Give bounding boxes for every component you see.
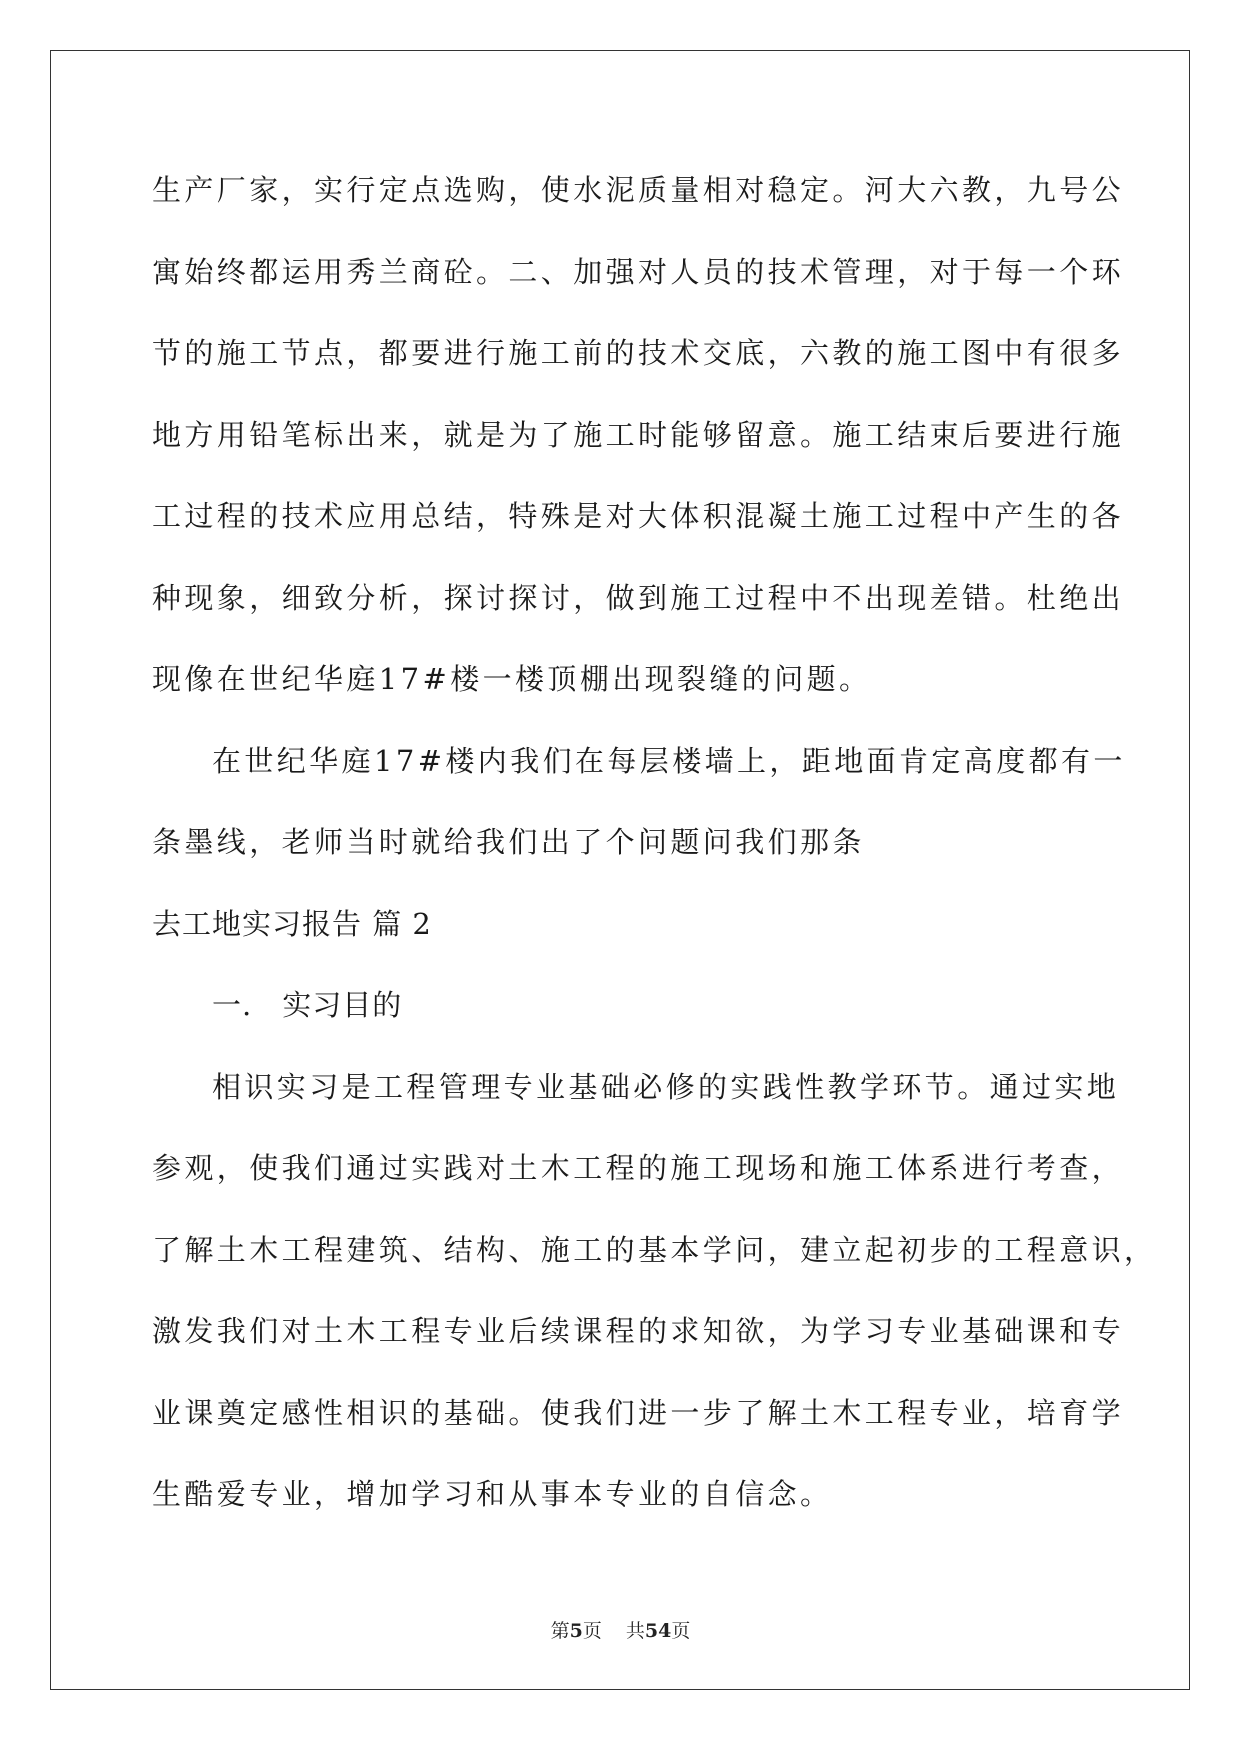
paragraph-line: 节的施工节点，都要进行施工前的技术交底，六教的施工图中有很多 (152, 336, 1125, 370)
total-prefix: 共 (625, 1620, 645, 1642)
total-suffix: 页 (671, 1620, 691, 1642)
paragraph-line: 了解土木工程建筑、结构、施工的基本学问，建立起初步的工程意识， (152, 1232, 1157, 1267)
paragraph-line: 生产厂家，实行定点选购，使水泥质量相对稳定。河大六教，九号公 (152, 173, 1125, 207)
section-title: 去工地实习报告 篇 2 (152, 906, 432, 941)
paragraph-line: 工过程的技术应用总结，特殊是对大体积混凝土施工过程中产生的各 (152, 499, 1125, 533)
page-prefix: 第 (550, 1620, 570, 1642)
document-body (152, 160, 1157, 1546)
paragraph-line: 现像在世纪华庭17#楼一楼顶棚出现裂缝的问题。 (152, 662, 872, 696)
page-footer (0, 1616, 1241, 1643)
page-mid: 页 (582, 1620, 602, 1642)
paragraph-line: 相识实习是工程管理专业基础必修的实践性教学环节。通过实地 (212, 1069, 1120, 1104)
subsection-heading: 一. 实习目的 (212, 988, 403, 1022)
paragraph-line: 激发我们对土木工程专业后续课程的求知欲，为学习专业基础课和专 (152, 1314, 1125, 1348)
page-current: 5 (569, 1620, 583, 1642)
page-total: 54 (644, 1620, 672, 1642)
paragraph-line: 参观，使我们通过实践对土木工程的施工现场和施工体系进行考查， (152, 1151, 1125, 1185)
paragraph-line: 业课奠定感性相识的基础。使我们进一步了解土木工程专业，培育学 (152, 1395, 1125, 1430)
paragraph-line: 地方用铅笔标出来，就是为了施工时能够留意。施工结束后要进行施 (152, 417, 1125, 452)
paragraph-line: 种现象，细致分析，探讨探讨，做到施工过程中不出现差错。杜绝出 (152, 580, 1125, 615)
paragraph-line: 在世纪华庭17#楼内我们在每层楼墙上，距地面肯定高度都有一 (212, 743, 1126, 778)
paragraph-line: 生酷爱专业，增加学习和从事本专业的自信念。 (152, 1477, 833, 1511)
paragraph-line: 条墨线，老师当时就给我们出了个问题问我们那条 (152, 825, 865, 859)
paragraph-line: 寓始终都运用秀兰商砼。二、加强对人员的技术管理，对于每一个环 (152, 254, 1125, 289)
